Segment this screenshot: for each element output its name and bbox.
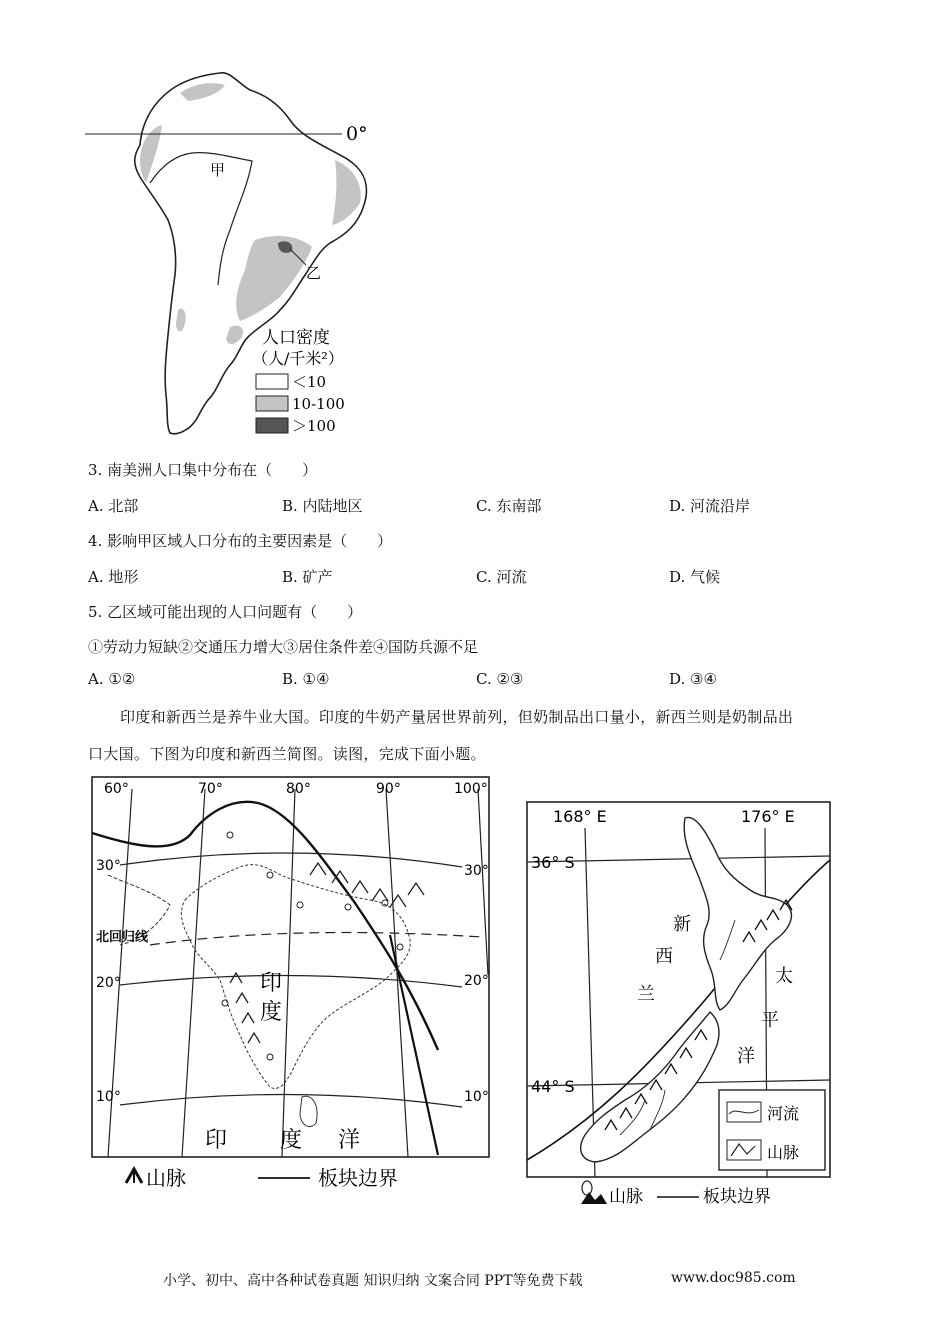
nz-lat-label-36: 36° S xyxy=(531,853,575,872)
question-4-stem: 4. 影响甲区域人口分布的主要因素是（ ） xyxy=(88,532,393,550)
footer-site-link[interactable]: www.doc985.com xyxy=(671,1270,796,1286)
nz-legend-mountain-label: 山脉 xyxy=(767,1143,800,1162)
legend-unit: （人/千米²） xyxy=(252,349,344,368)
footer-text: 小学、初中、高中各种试卷真题 知识归纳 文案合同 PPT等免费下载 xyxy=(163,1273,583,1289)
nz-country-label-3: 兰 xyxy=(637,984,655,1005)
ocean-label-3: 洋 xyxy=(338,1128,361,1153)
region-jia-label: 甲 xyxy=(210,161,226,179)
passage-line-1: 印度和新西兰是养牛业大国。印度的牛奶产量居世界前列，但奶制品出口量小，新西兰则是奶制品出 xyxy=(120,708,794,726)
legend-swatch-high xyxy=(256,418,288,433)
nz-lon-label-176: 176° E xyxy=(741,807,795,826)
legend-swatch-low xyxy=(256,374,288,389)
equator-label: 0° xyxy=(346,123,368,145)
legend-label-mid: 10-100 xyxy=(292,395,345,413)
lat-label-10-left: 10° xyxy=(96,1089,121,1105)
lat-label-30-right: 30° xyxy=(464,863,489,879)
legend-label-high: ＞100 xyxy=(292,417,336,435)
new-zealand-map xyxy=(525,800,835,1210)
lon-label-100: 100° xyxy=(454,781,488,797)
nz-country-label-1: 新 xyxy=(673,914,691,935)
nz-lon-label-168: 168° E xyxy=(553,807,607,826)
q5-option-b[interactable]: B. ①④ xyxy=(282,670,330,688)
q4-option-a[interactable]: A. 地形 xyxy=(88,568,139,586)
lat-label-10-right: 10° xyxy=(464,1089,489,1105)
nz-stewart-island xyxy=(582,1181,592,1195)
tropic-label: 北回归线 xyxy=(96,930,149,945)
lat-label-20-left: 20° xyxy=(96,975,121,991)
lon-label-80: 80° xyxy=(286,781,311,797)
nz-ocean-label-2: 平 xyxy=(761,1010,779,1031)
legend-boundary-label: 板块边界 xyxy=(318,1166,398,1190)
question-5-statements: ①劳动力短缺②交通压力增大③居住条件差④国防兵源不足 xyxy=(88,638,479,656)
q4-option-b[interactable]: B. 矿产 xyxy=(282,568,333,586)
q5-option-d[interactable]: D. ③④ xyxy=(669,670,717,688)
region-yi-label: 乙 xyxy=(306,264,322,282)
q4-option-c[interactable]: C. 河流 xyxy=(476,568,527,586)
q3-option-b[interactable]: B. 内陆地区 xyxy=(282,497,363,515)
lat-label-20-right: 20° xyxy=(464,973,489,989)
india-label-1: 印 xyxy=(260,971,283,996)
lon-label-60: 60° xyxy=(104,781,129,797)
nz-lat-label-44: 44° S xyxy=(531,1077,575,1096)
south-america-population-map xyxy=(80,65,380,450)
nz-country-label-2: 西 xyxy=(655,946,673,967)
legend-title: 人口密度 xyxy=(262,328,330,348)
q3-option-c[interactable]: C. 东南部 xyxy=(476,497,542,515)
question-5-stem: 5. 乙区域可能出现的人口问题有（ ） xyxy=(88,603,363,621)
q3-option-a[interactable]: A. 北部 xyxy=(88,497,139,515)
nz-caption-boundary-label: 板块边界 xyxy=(703,1187,771,1207)
legend-label-low: ＜10 xyxy=(292,373,327,391)
nz-legend-river-label: 河流 xyxy=(767,1104,800,1123)
india-label-2: 度 xyxy=(260,1000,283,1025)
nz-ocean-label-1: 太 xyxy=(775,966,793,987)
india-map xyxy=(90,775,495,1195)
q3-option-d[interactable]: D. 河流沿岸 xyxy=(669,497,751,515)
lat-label-30-left: 30° xyxy=(96,858,121,874)
ocean-label-2: 度 xyxy=(280,1128,303,1153)
q4-option-d[interactable]: D. 气候 xyxy=(669,568,721,586)
legend-swatch-mid xyxy=(256,396,288,411)
nz-ocean-label-3: 洋 xyxy=(737,1046,755,1067)
lon-label-90: 90° xyxy=(376,781,401,797)
q5-option-a[interactable]: A. ①② xyxy=(88,670,136,688)
ocean-label-1: 印 xyxy=(205,1128,228,1153)
q5-option-c[interactable]: C. ②③ xyxy=(476,670,524,688)
passage-line-2: 口大国。下图为印度和新西兰简图。读图，完成下面小题。 xyxy=(88,745,486,763)
question-3-stem: 3. 南美洲人口集中分布在（ ） xyxy=(88,461,318,479)
nz-caption-mountain-label: 山脉 xyxy=(609,1187,643,1207)
lon-label-70: 70° xyxy=(198,781,223,797)
india-map-frame xyxy=(92,777,489,1157)
legend-mountain-label: 山脉 xyxy=(146,1166,186,1190)
